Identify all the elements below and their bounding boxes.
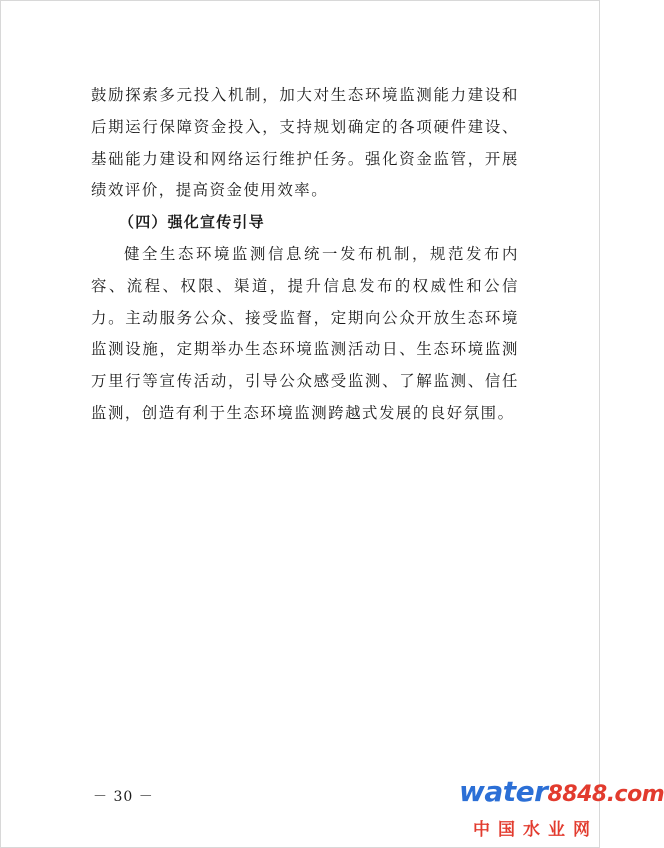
watermark-brand-suffix: .com	[606, 782, 664, 807]
watermark-brand-number: 8848	[547, 782, 607, 807]
paragraph-publicity: 健全生态环境监测信息统一发布机制，规范发布内容、流程、权限、渠道，提升信息发布的权威性和公信力。主动服务公众、接受监督，定期向公众开放生态环境监测设施，定期举办生态环境监测活动日、生态环境监测万里行等宣传活动，引导公众感受监测、了解监测、信任监测，创造有利于生态环境监测跨越式发展的良好氛围。	[91, 244, 519, 422]
page-number: － 30 －	[93, 789, 154, 805]
section-heading: （四）强化宣传引导	[119, 213, 265, 232]
watermark-brand-word: water	[459, 775, 548, 808]
document-body	[91, 80, 519, 430]
paragraph-funding: 鼓励探索多元投入机制，加大对生态环境监测能力建设和后期运行保障资金投入，支持规划确定的各项硬件建设、基础能力建设和网络运行维护任务。强化资金监管，开展绩效评价，提高资金使用效率。	[91, 86, 519, 200]
watermark-brand-en	[459, 775, 664, 808]
watermark-logo	[459, 775, 664, 843]
watermark-brand-cn: 中国水业网	[473, 820, 598, 840]
